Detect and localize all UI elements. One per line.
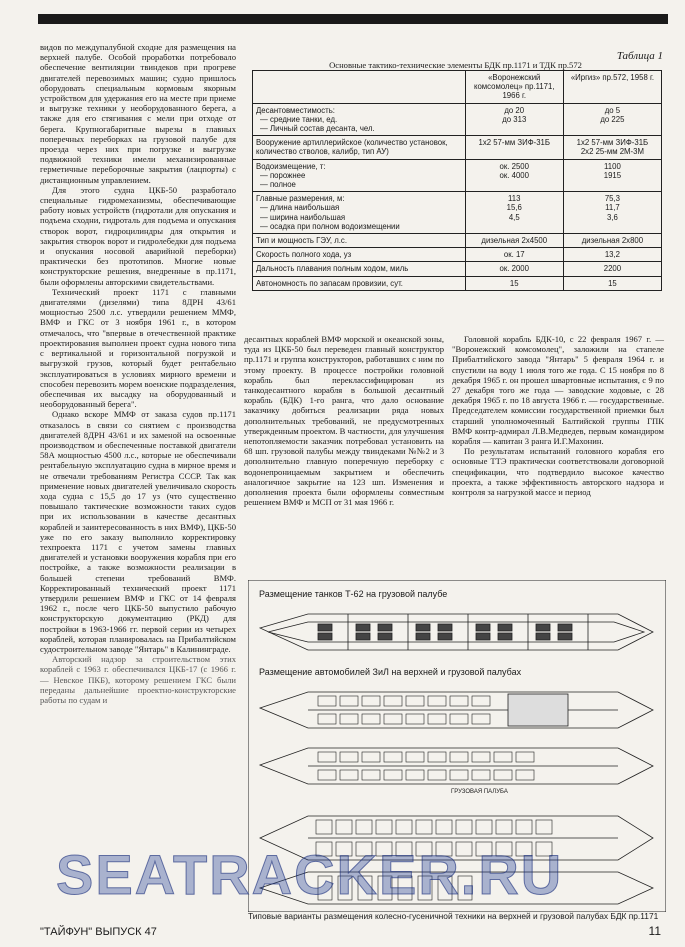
figure-label-tanks: Размещение танков Т-62 на грузовой палубе bbox=[256, 588, 450, 600]
value-voronezh: ок. 2000 bbox=[465, 262, 563, 276]
row-label: Скорость полного хода, уз bbox=[253, 248, 466, 262]
row-label: Вооружение артиллерийское (количество установок, количество стволов, калибр, тип АУ) bbox=[253, 136, 466, 159]
paragraph: Технический проект 1171 с главными двигателями (дизелями) типа 8ДРН 43/61 мощностью 2500 л.с. утвердили решением ММФ, ВМФ и ГКС от 3 ноября 1961 г., в котором отмечалось, что "впервые в отечественной практике проектирования выполнен проект судна нового типа с вертикальной и горизонтальной погрузкой и выгрузкой грузов, который будет рентабельно эксплуатироваться в условиях мирного времени и способен перевозить морем военские подразделения, обеспечивая их высадку на оборудованный и необорудованный берега". bbox=[40, 286, 236, 410]
top-rule bbox=[38, 14, 668, 24]
row-label: Автономность по запасам провизии, сут. bbox=[253, 276, 466, 290]
value-voronezh: 1х2 57-мм ЗИФ-31Б bbox=[465, 136, 563, 159]
value-voronezh: 15 bbox=[465, 276, 563, 290]
figure-caption: Типовые варианты размещения колесно-гусеничной техники на верхней и грузовой палубах БДК пр.1171 bbox=[248, 911, 659, 921]
table-row bbox=[253, 103, 662, 136]
ship-plan-vehicles-cargo bbox=[260, 748, 653, 784]
header-voronezh: «Воронежский комсомолец» пр.1171, 1966 г. bbox=[465, 71, 563, 104]
row-label: Десантовместимость: — средние танки, ед. — Личный состав десанта, чел. bbox=[253, 103, 466, 136]
table-number: Таблица 1 bbox=[616, 50, 663, 62]
table-row bbox=[253, 192, 662, 234]
value-irgiz: 13,2 bbox=[563, 248, 661, 262]
row-label: Дальность плавания полным ходом, миль bbox=[253, 262, 466, 276]
value-irgiz: дизельная 2х800 bbox=[563, 234, 661, 248]
watermark: SEATRACKER.RU bbox=[56, 843, 564, 906]
table-row bbox=[253, 276, 662, 290]
paragraph: видов по междупалубной сходне для размещения на верхней палубе. Особой проработки потребовало обеспечение вентиляции твиндеков при прогреве двигателей перевозимых машин; судно пришлось оборудовать специальным кормовым якорным устройством для удержания его на месте при приеме и выгрузке техники у необорудованного берега, а также для его стягивания с мели при отходе от берега. Крупногабаритные вырезы в главных поперечных переборках на грузовой палубе для проезда через них при погрузке и выгрузке подвижной техники имели механизированные герметичные переборочные закрытия (лацпорты) с дистанционным управлением. bbox=[40, 42, 236, 185]
value-irgiz: до 5 до 225 bbox=[563, 103, 661, 136]
table-row bbox=[253, 234, 662, 248]
table-row bbox=[253, 136, 662, 159]
magazine-issue: "ТАЙФУН" ВЫПУСК 47 bbox=[40, 926, 157, 938]
column-left bbox=[40, 42, 236, 705]
paragraph: По результатам испытаний головного корабля его основные ТТЭ практически соответствовали договорной спецификации, что подтвердило высокое качество проекта, а также эффективность авторского надзора и контроля за нагрузкой массе и период bbox=[452, 446, 664, 498]
row-label: Главные размерения, м: — длина наибольшая — ширина наибольшая — осадка при полном водоизмещении bbox=[253, 192, 466, 234]
table-header-row bbox=[253, 71, 662, 104]
paragraph: Авторский надзор за строительством этих кораблей с 1963 г. обеспечивался ЦКБ-17 (с 1966 г. — Невское ПКБ), которому решением ГКС были переданы дальнейшие проектно-конструкторские работы по судам и bbox=[40, 654, 236, 705]
value-voronezh: ок. 17 bbox=[465, 248, 563, 262]
paragraph: Однако вскоре ММФ от заказа судов пр.1171 отказалось в связи со снятием с производства двигателей 8ДРН 43/61 и их заменой на освоенные производством и обеспеченные поставкой двигатели 58А мощностью 4500 л.с., которые не обеспечивали рентабельную эксплуатацию судна в мирное время и не отвечали требованиям Регистра СССР. Так как применение новых двигателей увеличивало скорость хода судна с 15,5 до 17 уз (что существенно повышало тактические возможности таких судов при их использовании в качестве десантных кораблей и заинтересованность в них ВМФ), ЦКБ-50 уже по его заказу выполнило корректировку техпроекта 1171 с учетом замены главных двигателей и установки вооружения корабля при его постройке, а также возможности реализации в большей степени требований ВМФ. Корректированный технический проект 1171 утвердили решением ВМФ и ГКС от 14 февраля 1962 г., после чего ЦКБ-50 выпустило рабочую конструкторскую документацию (РКД) для постройки в 1963-1966 гг. первой серии из четырех кораблей, которая планировалась на Прибалтийском судостроительном заводе "Янтарь" в Калининграде. bbox=[40, 409, 236, 654]
spec-table bbox=[252, 70, 662, 291]
table-caption: Основные тактико-технические элементы БДК пр.1171 и ТДК пр.572 bbox=[329, 60, 582, 70]
table-row bbox=[253, 262, 662, 276]
value-irgiz: 15 bbox=[563, 276, 661, 290]
value-irgiz: 1х2 57-мм ЗИФ-31Б 2х2 25-мм 2М-3М bbox=[563, 136, 661, 159]
ship-plan-tanks bbox=[260, 614, 653, 650]
paragraph: Для этого судна ЦКБ-50 разработало специальные гидромеханизмы, обеспечивающие работу новых устройств (гидротали для опускания и подъема сходни, гидроталь для подъема и опускания створок ворот, гидроцилиндры для открытия и закрытия створок ворот и гидролебедки для подъема и опускания носовой аварийной переборки) практически без прототипов. Многие новые конструкторские решения, внедренные в пр.1171, были оформлены авторскими свидетельствами. bbox=[40, 184, 236, 287]
figure-label-vehicles: Размещение автомобилей ЗиЛ на верхней и грузовой палубах bbox=[256, 666, 524, 678]
paragraph: десантных кораблей ВМФ морской и океанской зоны, туда из ЦКБ-50 был переведен главный конструктор пр.1171 и группа конструкторов, работавших с ним по этому проекту. В процессе постройки головной корабль был переклассифицирован из танкодесантного корабля в большой десантный корабль (БДК) 1-го ранга, что дало основание заказчику добиться реализации ряда новых дополнительных требований, не предусмотренных утвержденным проектом. В частности, для улучшения непотопляемости заказчик потребовал установить на 68 шп. грузовой палубы между твиндеками №№2 и 3 дополнительно главную поперечную переборку с водонепроницаемым закрытием и обеспечить аналогичное закрытие на 123 шп. Изменения и дополнения проекта были оформлены совместным решением ВМФ и МСП от 31 мая 1966 г. bbox=[244, 334, 444, 508]
ship-plan-vehicles-upper bbox=[260, 692, 653, 728]
table-row bbox=[253, 248, 662, 262]
page-number: 11 bbox=[648, 924, 661, 938]
header-empty bbox=[253, 71, 466, 104]
paragraph: Головной корабль БДК-10, с 22 февраля 1967 г. — "Воронежский комсомолец", заложили на стапеле Прибалтийского завода "Янтарь" 5 февраля 1964 г. и спустили на воду 1 июля того же года. С 15 ноября по 8 декабря 1965 г. он прошел швартовные испытания, с 9 по 27 декабря того же года — заводские ходовые, с 28 декабря 1965 г. по 18 августа 1966 г. — государственные. Председателем комиссии государственной приемки был старший уполномоченный Балтийской группы ГПК ВМФ контр-адмирал Л.В.Медведев, первым командиром корабля — капитан 3 ранга И.Г.Махонин. bbox=[452, 334, 664, 447]
value-irgiz: 2200 bbox=[563, 262, 661, 276]
row-label: Тип и мощность ГЭУ, л.с. bbox=[253, 234, 466, 248]
value-voronezh: дизельная 2х4500 bbox=[465, 234, 563, 248]
figure-label-cargo-deck: ГРУЗОВАЯ ПАЛУБА bbox=[448, 788, 511, 796]
table-row bbox=[253, 159, 662, 192]
value-voronezh: ок. 2500 ок. 4000 bbox=[465, 159, 563, 192]
value-voronezh: 113 15,6 4,5 bbox=[465, 192, 563, 234]
column-right bbox=[452, 334, 664, 497]
header-irgiz: «Иргиз» пр.572, 1958 г. bbox=[563, 71, 661, 104]
value-irgiz: 1100 1915 bbox=[563, 159, 661, 192]
row-label: Водоизмещение, т: — порожнее — полное bbox=[253, 159, 466, 192]
column-middle bbox=[244, 334, 444, 507]
value-irgiz: 75,3 11,7 3,6 bbox=[563, 192, 661, 234]
value-voronezh: до 20 до 313 bbox=[465, 103, 563, 136]
